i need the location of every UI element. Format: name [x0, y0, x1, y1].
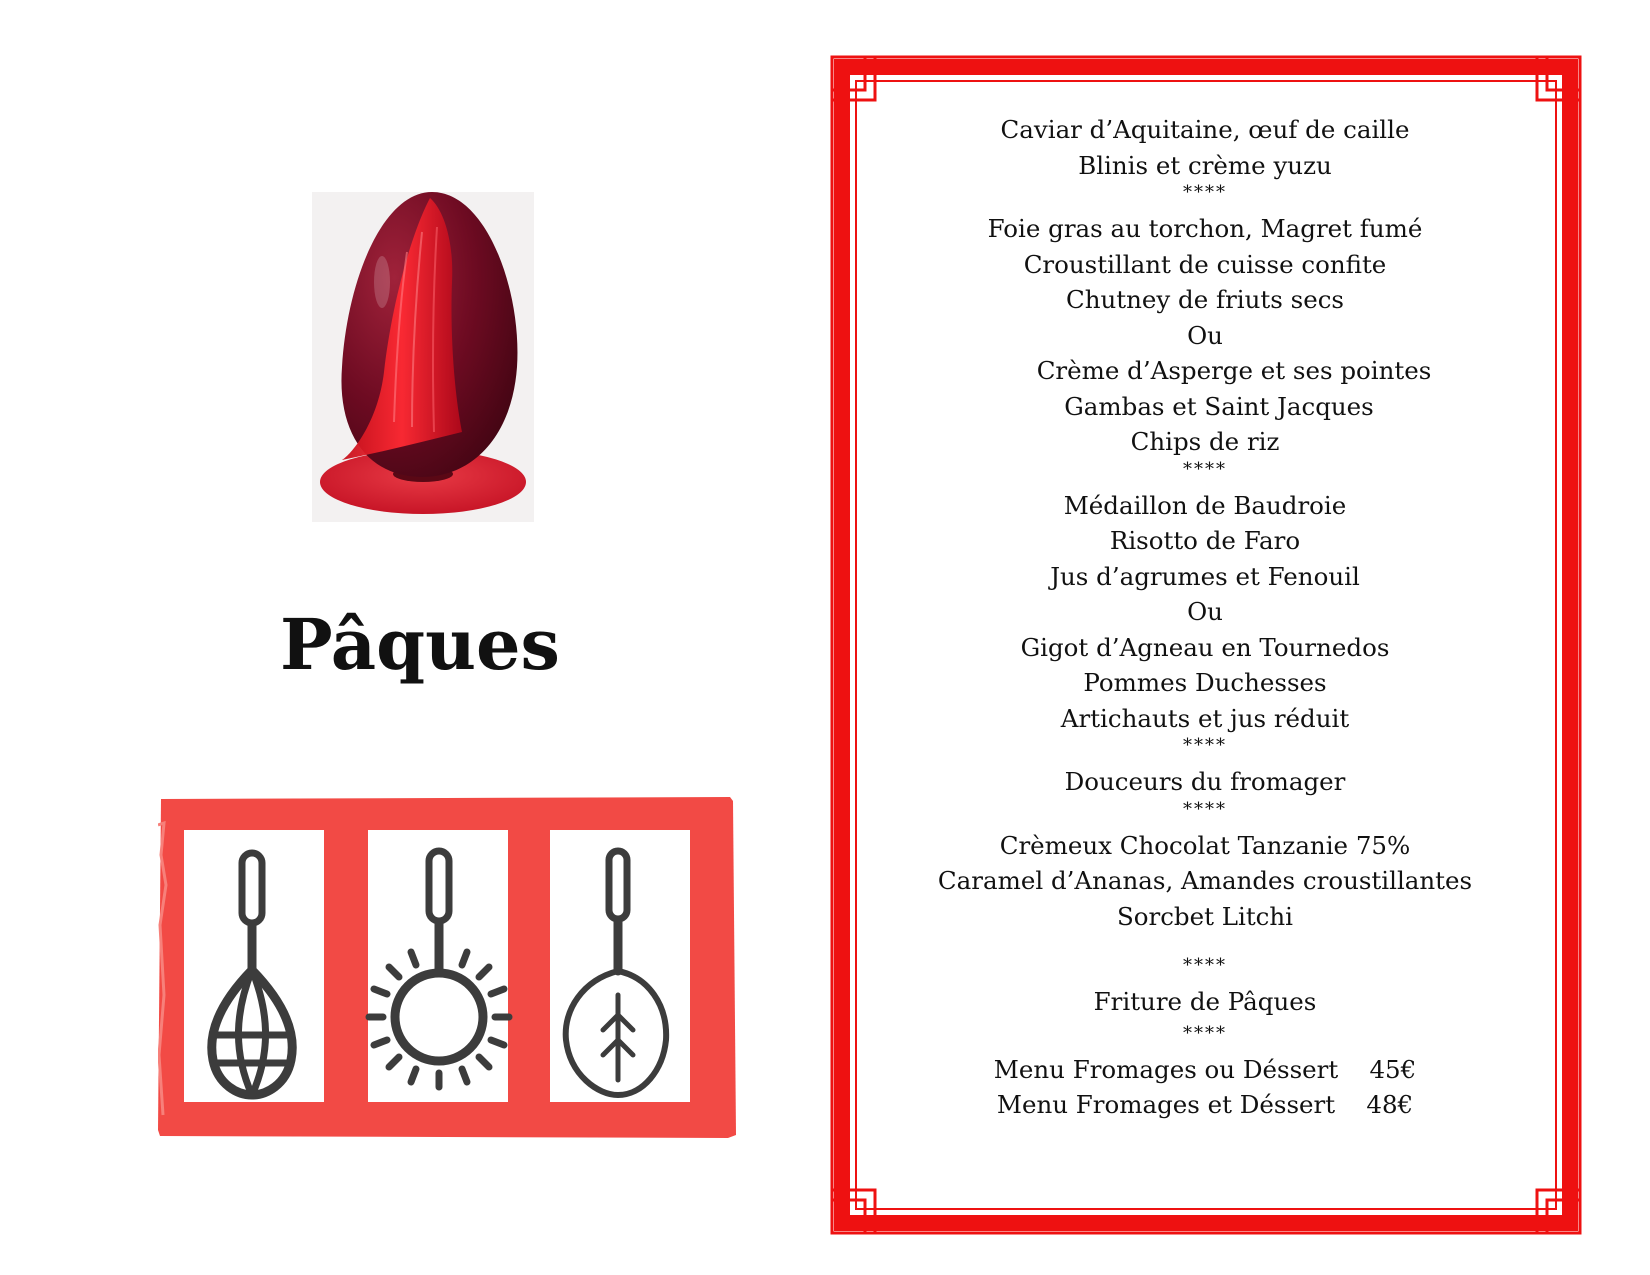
menu-item: Crème d’Asperge et ses pointes: [1036, 356, 1432, 385]
page-title: Pâques: [280, 603, 560, 686]
menu-item: Gigot d’Agneau en Tournedos: [1020, 632, 1390, 662]
menu-item: Caviar d’Aquitaine, œuf de caille: [1000, 115, 1410, 144]
menu-item: Chutney de friuts secs: [1066, 285, 1344, 314]
price-value: 45€: [1369, 1054, 1417, 1084]
price-row: [870, 1087, 1540, 1123]
separator: ****: [1183, 735, 1227, 756]
separator: ****: [1183, 458, 1227, 480]
menu-content: [870, 112, 1540, 1123]
menu-item: Caramel d’Ananas, Amandes croustillantes: [937, 866, 1473, 895]
menu-item: Artichauts et jus réduit: [1060, 703, 1350, 733]
menu-item: Foie gras au torchon, Magret fumé: [987, 214, 1423, 243]
price-label: Menu Fromages et Déssert: [996, 1090, 1336, 1119]
menu-item: Crèmeux Chocolat Tanzanie 75%: [999, 830, 1411, 860]
menu-item: Gambas et Saint Jacques: [1064, 391, 1374, 421]
or-label: Ou: [1187, 320, 1223, 350]
price-value: 48€: [1366, 1090, 1414, 1119]
menu-item-cheese: Douceurs du fromager: [1064, 767, 1346, 796]
menu-item: Pommes Duchesses: [1083, 668, 1327, 697]
menu-item: Blinis et crème yuzu: [1078, 150, 1332, 180]
menu-item: Sorcbet Litchi: [1116, 901, 1294, 931]
price-label: Menu Fromages ou Déssert: [993, 1054, 1339, 1084]
menu-item: Médaillon de Baudroie: [1063, 490, 1347, 520]
utensils-logo: [158, 795, 738, 1140]
or-label: Ou: [1187, 597, 1223, 626]
separator: ****: [1183, 798, 1227, 820]
menu-item: Risotto de Faro: [1109, 526, 1301, 555]
menu-item: Chips de riz: [1130, 427, 1280, 456]
menu-item-friture: Friture de Pâques: [1093, 987, 1317, 1016]
menu-item: Jus d’agrumes et Fenouil: [1050, 561, 1360, 591]
menu-item: Croustillant de cuisse confite: [1023, 249, 1387, 279]
separator: ****: [1183, 1022, 1227, 1044]
easter-egg-image: [312, 192, 534, 522]
separator: ****: [1183, 182, 1227, 203]
separator: ****: [1183, 955, 1227, 976]
price-row: [870, 1052, 1540, 1088]
